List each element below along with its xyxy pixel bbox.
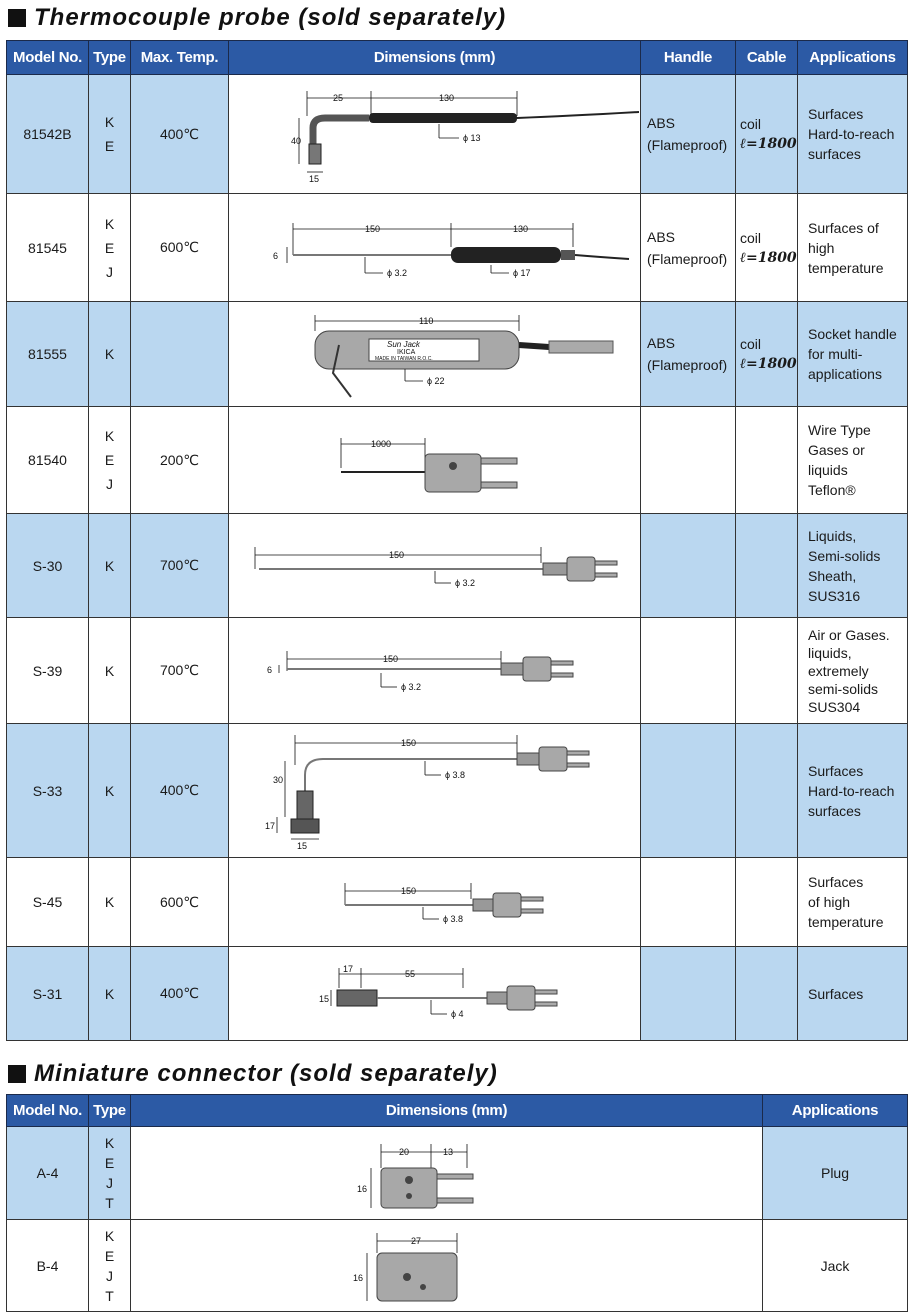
header-applications: Applications [798, 41, 908, 75]
dim-label: ϕ 3.8 [445, 769, 466, 780]
cable-value: coil [740, 116, 762, 132]
dimension-drawing-cell [229, 947, 641, 1041]
max-temp-cell [131, 302, 229, 407]
handle-value: (Flameproof) [647, 250, 728, 267]
connector-a4-drawing [131, 1128, 761, 1219]
table-row [7, 858, 908, 947]
type-cell [89, 1220, 131, 1312]
brand-label: MADE IN TAIWAN R.O.C. [375, 355, 433, 362]
max-temp-cell: 400℃ [131, 724, 229, 858]
table-row [7, 302, 908, 407]
header-type: Type [89, 41, 131, 75]
handle-value: ABS [647, 115, 676, 131]
type-value: K [104, 428, 115, 444]
cable-cell [736, 724, 798, 858]
type-value: J [106, 1267, 113, 1284]
probe-s45-drawing [229, 859, 639, 946]
table-row [7, 75, 908, 194]
handle-cell [641, 858, 736, 947]
type-value: K [104, 114, 115, 130]
application-line: Surfaces [808, 106, 864, 122]
type-value: K [104, 782, 115, 799]
type-value: E [104, 1247, 115, 1264]
dim-label: ϕ 3.2 [455, 577, 476, 588]
dim-label: 13 [443, 1146, 454, 1157]
dim-label: 27 [411, 1235, 422, 1246]
handle-value: ABS [647, 335, 676, 351]
type-value: E [104, 138, 115, 154]
type-cell [89, 947, 131, 1041]
header-handle: Handle [641, 41, 736, 75]
connector-b4-drawing [131, 1221, 761, 1311]
dim-label: 15 [309, 173, 320, 184]
brand-label: IKICA [397, 348, 416, 356]
dimension-drawing-cell [229, 858, 641, 947]
application-line: Surfaces of [808, 219, 879, 236]
application-line: temperature [808, 914, 884, 930]
cable-value: ℓ=1800 [740, 356, 797, 372]
type-value: T [105, 1287, 114, 1304]
header-cable: Cable [736, 41, 798, 75]
dim-label: 16 [353, 1272, 364, 1283]
header-type: Type [89, 1095, 131, 1127]
dim-label: 150 [401, 885, 417, 896]
table-row [7, 514, 908, 618]
dimension-drawing-cell [229, 514, 641, 618]
applications-cell [798, 302, 908, 407]
application-line: SUS304 [808, 698, 861, 715]
connector-section-title [8, 1060, 498, 1088]
dim-label: 40 [291, 135, 302, 146]
max-temp-cell: 600℃ [131, 858, 229, 947]
table-row [7, 1220, 908, 1312]
cable-value: ℓ=1800 [740, 136, 797, 152]
application-line: Liquids, [808, 527, 857, 544]
connector-header-row [7, 1095, 908, 1127]
type-value: K [104, 894, 115, 910]
type-cell [89, 407, 131, 514]
type-value: K [104, 557, 115, 574]
application-line: Socket handle [808, 326, 897, 342]
dimension-drawing-cell [229, 618, 641, 724]
handle-cell [641, 302, 736, 407]
dim-label: ϕ 3.2 [387, 267, 408, 278]
type-value: K [104, 215, 115, 232]
dim-label: ϕ 13 [463, 132, 481, 143]
model-cell: S-39 [7, 618, 89, 724]
probe-s33-drawing [229, 725, 639, 857]
application-line: Sheath, [808, 567, 857, 584]
probe-section-title-text: Thermocouple probe (sold separately) [34, 4, 507, 31]
max-temp-cell: 600℃ [131, 194, 229, 302]
dim-label: 30 [273, 774, 284, 785]
application-line: surfaces [808, 802, 861, 819]
type-value: E [104, 239, 115, 256]
type-cell [89, 724, 131, 858]
model-cell: S-30 [7, 514, 89, 618]
type-cell [89, 514, 131, 618]
application-line: applications [808, 366, 882, 382]
cable-cell [736, 407, 798, 514]
cable-value: coil [740, 336, 762, 352]
probe-table [6, 40, 908, 1041]
dim-label: 150 [401, 737, 417, 748]
connector-section-title-text: Miniature connector (sold separately) [34, 1060, 498, 1087]
model-cell: S-31 [7, 947, 89, 1041]
application-line: Surfaces [808, 985, 864, 1002]
header-max-temp: Max. Temp. [131, 41, 229, 75]
max-temp-cell: 400℃ [131, 75, 229, 194]
model-cell: S-33 [7, 724, 89, 858]
dimension-drawing-cell [229, 302, 641, 407]
cable-cell [736, 75, 798, 194]
table-row [7, 1127, 908, 1220]
dimension-drawing-cell [131, 1127, 763, 1220]
model-cell: B-4 [7, 1220, 89, 1312]
dim-label: 15 [297, 840, 308, 851]
title-square-icon [8, 1065, 26, 1083]
type-value: J [106, 1175, 113, 1191]
applications-cell [798, 514, 908, 618]
dim-label: ϕ 22 [427, 375, 445, 386]
dim-label: 130 [439, 92, 455, 103]
application-line: semi-solids [808, 680, 879, 697]
handle-value: (Flameproof) [647, 357, 728, 373]
application-line: liquids [808, 462, 848, 478]
probe-81555-drawing [229, 303, 639, 406]
probe-81542b-drawing [229, 76, 639, 193]
applications-cell [798, 75, 908, 194]
applications-cell [798, 947, 908, 1041]
application-line: surfaces [808, 146, 861, 162]
type-cell [89, 75, 131, 194]
table-row [7, 724, 908, 858]
cable-cell [736, 194, 798, 302]
application-line: Air or Gases. [808, 626, 890, 643]
max-temp-cell: 400℃ [131, 947, 229, 1041]
application-line: SUS316 [808, 587, 861, 604]
dim-label: 150 [365, 223, 381, 234]
dim-label: 110 [419, 315, 434, 326]
model-cell: 81555 [7, 302, 89, 407]
application-line: Hard-to-reach [808, 782, 895, 799]
type-cell [89, 302, 131, 407]
application-line: Semi-solids [808, 547, 881, 564]
type-cell [89, 1127, 131, 1220]
dimension-drawing-cell [229, 407, 641, 514]
type-value: K [104, 346, 115, 362]
probe-header-row [7, 41, 908, 75]
header-model: Model No. [7, 1095, 89, 1127]
type-value: K [104, 1135, 115, 1151]
dimension-drawing-cell [229, 75, 641, 194]
cable-cell [736, 947, 798, 1041]
dimension-drawing-cell [131, 1220, 763, 1312]
application-line: Teflon® [808, 482, 856, 498]
application-line: Surfaces [808, 874, 864, 890]
cable-cell [736, 618, 798, 724]
handle-cell [641, 947, 736, 1041]
dimension-drawing-cell [229, 194, 641, 302]
applications-cell: Plug [763, 1127, 908, 1220]
type-value: K [104, 1227, 115, 1244]
dim-label: 150 [389, 549, 405, 560]
max-temp-cell: 200℃ [131, 407, 229, 514]
model-cell: S-45 [7, 858, 89, 947]
applications-cell: Jack [763, 1220, 908, 1312]
probe-section-title [8, 4, 506, 32]
probe-s31-drawing [229, 948, 639, 1040]
dim-label: ϕ 17 [513, 267, 531, 278]
table-row [7, 407, 908, 514]
title-square-icon [8, 9, 26, 27]
probe-s39-drawing [229, 619, 639, 723]
cable-cell [736, 514, 798, 618]
handle-value: ABS [647, 228, 676, 245]
probe-81540-drawing [229, 408, 639, 513]
dim-label: 16 [357, 1183, 368, 1194]
brand-label: Sun Jack [387, 339, 420, 349]
type-value: E [104, 452, 115, 468]
type-cell [89, 858, 131, 947]
max-temp-cell: 700℃ [131, 618, 229, 724]
dim-label: 20 [399, 1146, 410, 1157]
handle-cell [641, 75, 736, 194]
applications-cell [798, 194, 908, 302]
model-cell: A-4 [7, 1127, 89, 1220]
table-row [7, 194, 908, 302]
dim-label: 17 [265, 820, 276, 831]
cable-value: coil [740, 229, 762, 246]
type-value: J [106, 476, 113, 492]
probe-s30-drawing [229, 515, 639, 617]
application-line: Gases or [808, 442, 865, 458]
handle-cell [641, 194, 736, 302]
type-value: T [105, 1195, 114, 1211]
dim-label: ϕ 4 [451, 1008, 464, 1019]
dim-label: 130 [513, 223, 529, 234]
dim-label: 15 [319, 993, 330, 1004]
dim-label: 6 [273, 250, 279, 261]
connector-table [6, 1094, 908, 1312]
dim-label: 55 [405, 968, 416, 979]
applications-cell [798, 618, 908, 724]
application-line: temperature [808, 259, 884, 276]
cable-value: ℓ=1800 [740, 249, 797, 266]
application-line: of high [808, 894, 851, 910]
handle-value: (Flameproof) [647, 137, 728, 153]
model-cell: 81540 [7, 407, 89, 514]
dim-label: 25 [333, 92, 344, 103]
type-value: J [106, 263, 113, 280]
application-line: Surfaces [808, 762, 864, 779]
applications-cell [798, 407, 908, 514]
dim-label: 6 [267, 664, 273, 675]
handle-cell [641, 514, 736, 618]
application-line: Wire Type [808, 422, 871, 438]
header-applications: Applications [763, 1095, 908, 1127]
dim-label: ϕ 3.8 [443, 913, 464, 924]
dim-label: ϕ 3.2 [401, 681, 422, 692]
dim-label: 150 [383, 653, 399, 664]
application-line: high [808, 239, 835, 256]
model-cell: 81542B [7, 75, 89, 194]
model-cell: 81545 [7, 194, 89, 302]
dim-label: 17 [343, 963, 354, 974]
application-line: Hard-to-reach [808, 126, 895, 142]
probe-81545-drawing [229, 195, 639, 301]
dim-label: 1000 [371, 438, 392, 449]
handle-cell [641, 407, 736, 514]
header-model: Model No. [7, 41, 89, 75]
max-temp-cell: 700℃ [131, 514, 229, 618]
application-line: liquids, [808, 644, 852, 661]
type-value: K [104, 985, 115, 1002]
type-cell [89, 618, 131, 724]
dimension-drawing-cell [229, 724, 641, 858]
header-dimensions: Dimensions (mm) [229, 41, 641, 75]
handle-cell [641, 724, 736, 858]
type-value: K [104, 662, 115, 679]
application-line: extremely [808, 662, 869, 679]
cable-cell [736, 858, 798, 947]
handle-cell [641, 618, 736, 724]
type-value: E [104, 1155, 115, 1171]
header-dimensions: Dimensions (mm) [131, 1095, 763, 1127]
type-cell [89, 194, 131, 302]
table-row [7, 947, 908, 1041]
cable-cell [736, 302, 798, 407]
applications-cell [798, 724, 908, 858]
application-line: for multi- [808, 346, 863, 362]
table-row [7, 618, 908, 724]
applications-cell [798, 858, 908, 947]
